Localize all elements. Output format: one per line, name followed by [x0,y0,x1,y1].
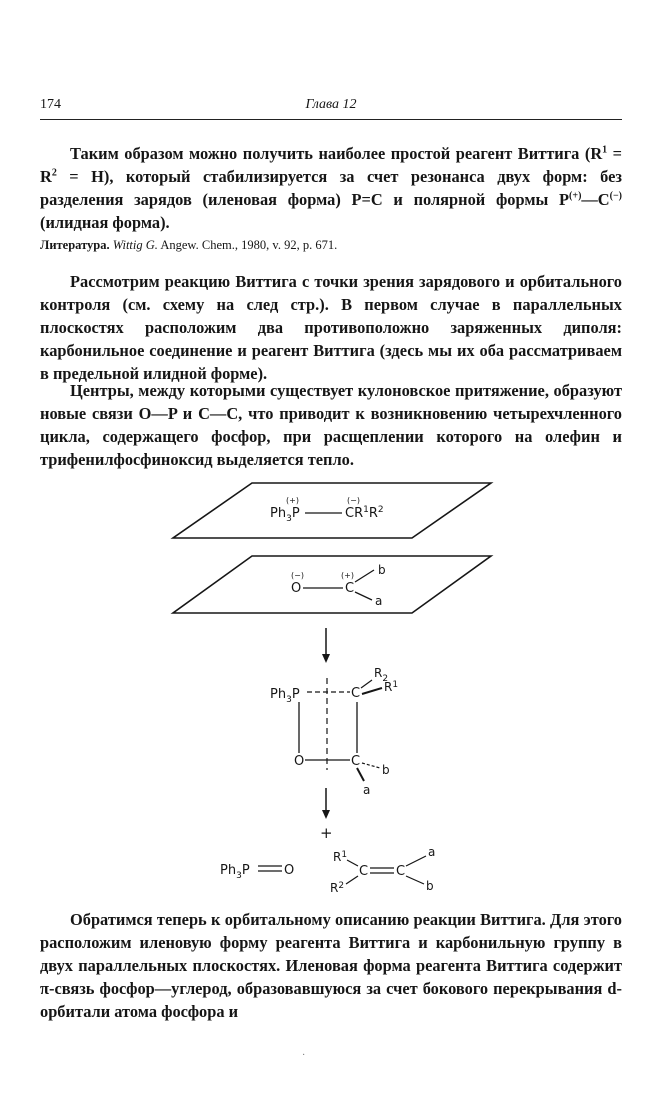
paragraph-orbital-description: Обратимся теперь к орбитальному описанию реакции Виттига. Для этого расположим иленовую форму реагента Виттига и карбонильную группу в двух параллельных плоскостях. Иленовая форма реагента Виттига содержит π-связь фосфор—углерод, образовавшуюся за счет бокового перекрывания d-орбитали атома фосфора и [40,910,622,1021]
reaction-scheme [0,470,663,910]
paragraph-wittig-reagent: Таким образом можно получить наиболее простой реагент Виттига $(R^1 = R^2 = H)$, который стабилизируется за счет резонанса двух форм: без разделения зарядов (иленовая форма) P=C и полярной формы P(+)—C(−) (илидная форма). [40,144,622,232]
charge-minus-c: (−) [347,496,360,505]
page-speck: · [302,1050,306,1061]
c-a-bond [355,592,372,600]
scheme-svg [0,470,663,910]
c-a-bond-product [406,856,426,866]
product-r2: $R^2$ [330,881,345,895]
c-r1-bond [362,688,382,694]
r1-c-bond [347,860,358,866]
ring-c-bottom: C [351,754,361,769]
cr1r2-label: $CR^1R^2$ [345,505,384,521]
product-c1: C [359,864,369,879]
paragraph-coulomb: Центры, между которыми существует кулоновское притяжение, образуют новые связи O—P и C—C, что приводит к возникновению четырехчленного цикла, содержащего фосфор, при расщеплении которого на олефин и трифенилфосфиноксид выделяется тепло. [40,381,622,469]
product-b: b [426,879,434,893]
product-o: O [284,863,295,878]
c-b-bond-ring [362,763,380,768]
c-b-bond [355,570,374,582]
literature-reference [40,237,622,253]
page-header [40,97,622,117]
plane-top [173,483,491,538]
paragraph-charge-control: Рассмотрим реакцию Виттига с точки зрения зарядового и орбитального контроля (см. схему на след стр.). В первом случае в параллельных плоскостях расположим два противоположно заряженных диполя: карбонильное соединение и реагент Виттига (здесь мы их оба рассматриваем в предельной илидной форме). [40,272,622,383]
c-b-bond-product [406,876,424,884]
substituent-b-top: b [378,563,386,577]
header-rule [40,119,622,120]
product-r1: $R^1$ [333,850,348,864]
product-a: a [428,845,436,859]
plus-sign: + [320,824,333,842]
ph3p-label: $Ph_3P$ [270,506,300,524]
literature-label: Литература. [40,238,110,252]
running-head: Глава 12 [305,97,357,112]
page-number: 174 [40,97,61,112]
literature-author: Wittig G. [112,238,158,252]
arrow-head-2 [322,810,330,819]
c-r2-bond [361,680,372,688]
ring-c-top: C [351,686,361,701]
product-c2: C [396,864,406,879]
carbonyl-c: C [345,581,355,596]
ring-r1: $R^1$ [384,680,399,694]
ring-b: b [382,763,390,777]
c-a-bond-ring [357,768,364,781]
ring-a: a [363,783,371,797]
substituent-a-top: a [375,594,383,608]
charge-plus-c: (+) [341,571,354,580]
charge-plus-p: (+) [286,496,299,505]
ring-ph3p: $Ph_3P$ [270,687,300,705]
charge-minus-o: (−) [291,571,304,580]
arrow-head-1 [322,654,330,663]
plane-bottom [173,556,491,613]
carbonyl-o: O [291,581,302,596]
literature-citation: Angew. Chem., 1980, v. 92, p. 671. [157,238,338,252]
product-ph3p: $Ph_3P$ [220,863,250,881]
ring-o: O [294,754,305,769]
ring-r2: $R_2$ [374,666,389,684]
r2-c-bond [346,876,358,884]
